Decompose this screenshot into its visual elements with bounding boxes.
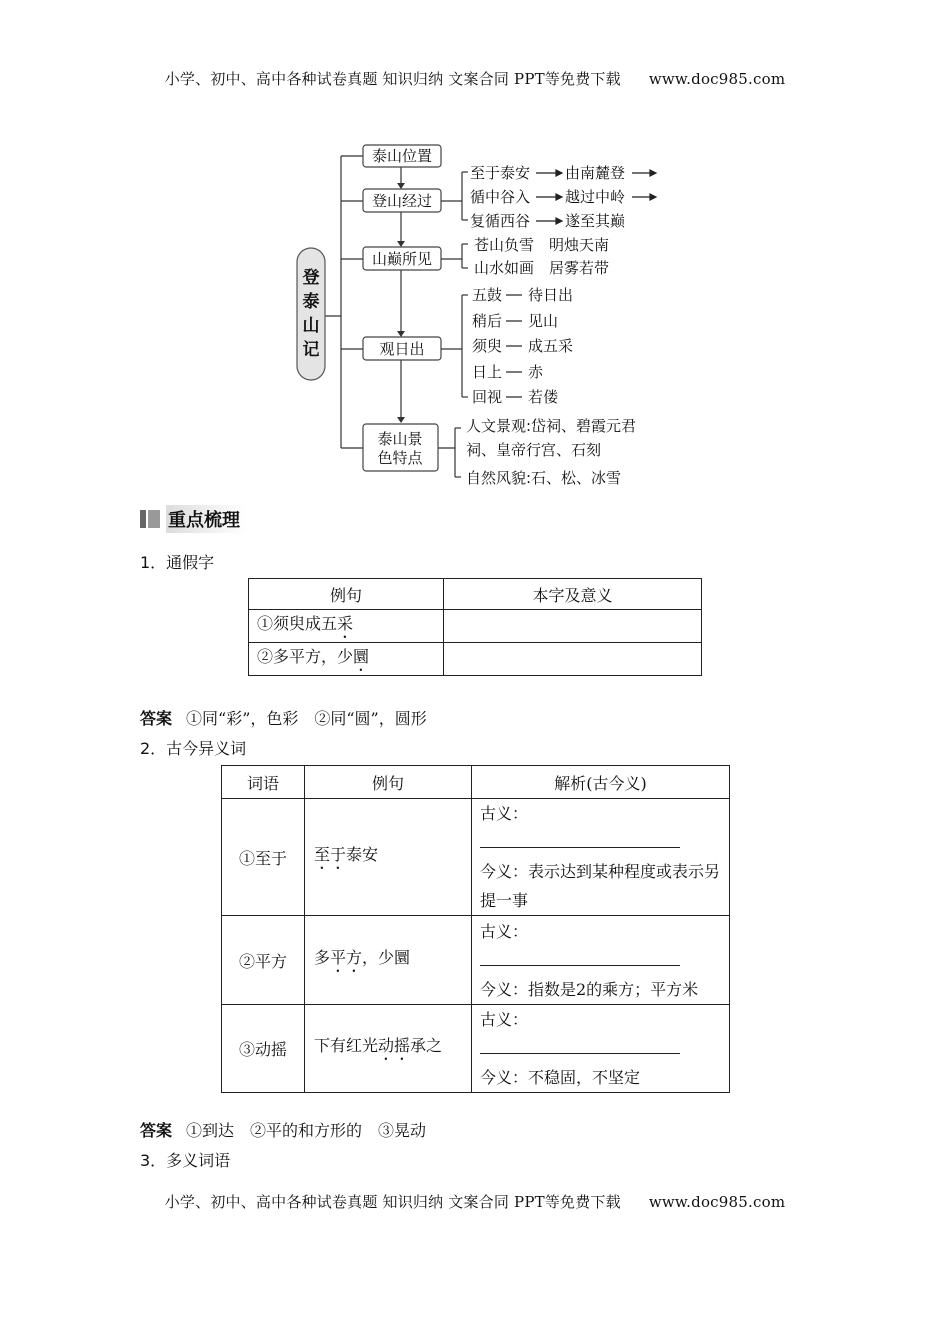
branch-label-4: 观日出 — [379, 340, 425, 358]
answer-label: 答案 — [140, 1121, 173, 1140]
s2-header-word: 词语 — [222, 766, 305, 799]
s2-answer — [140, 1118, 426, 1141]
s1-title: 1．通假字 — [140, 553, 215, 572]
route-to-1: 由南麓登 — [565, 164, 626, 182]
s2-table — [221, 765, 730, 1093]
s2-title: 2．古今异义词 — [140, 739, 247, 758]
s2-header-example: 例句 — [305, 766, 472, 799]
s3-title: 3．多义词语 — [140, 1151, 231, 1170]
sunrise-desc-4: 赤 — [528, 363, 544, 381]
header-url: www.doc985.com — [648, 70, 786, 88]
s1-row2-example: ②多平方，少圜 — [249, 643, 444, 676]
sunrise-time-4: 日上 — [472, 363, 503, 381]
mind-map-diagram — [0, 0, 950, 500]
route-from-3: 复循西谷 — [470, 212, 531, 230]
s1-row1-answer-cell — [444, 610, 702, 643]
route-to-3: 遂至其巅 — [565, 212, 626, 230]
answer-blank — [480, 951, 680, 966]
root-char-1: 登 — [302, 268, 320, 288]
branch-label-2: 登山经过 — [371, 192, 433, 210]
footer-url: www.doc985.com — [648, 1193, 786, 1211]
branch-label-5b: 色特点 — [377, 449, 423, 467]
gu-label: 古义： — [480, 921, 529, 941]
sunrise-time-1: 五鼓 — [472, 286, 503, 304]
route-to-2: 越过中岭 — [565, 188, 626, 206]
table-row — [222, 916, 730, 1005]
summit-view-2: 山水如画 居雾若带 — [474, 259, 610, 277]
jin-meaning: 今义：表示达到某种程度或表示另提一事 — [480, 862, 721, 910]
s1-table — [248, 578, 702, 676]
section-title — [140, 506, 246, 532]
s1-header-meaning: 本字及意义 — [444, 579, 702, 610]
page-footer — [0, 1191, 950, 1212]
sunrise-desc-5: 若偻 — [528, 388, 559, 406]
s2-row1-analysis — [472, 799, 730, 916]
gu-label: 古义： — [480, 1010, 529, 1029]
sunrise-time-5: 回视 — [472, 388, 503, 406]
footer-text: 小学、初中、高中各种试卷真题 知识归纳 文案合同 PPT等免费下载 — [164, 1193, 621, 1211]
s1-row1-example: ①须臾成五采 — [249, 610, 444, 643]
jin-meaning: 今义：不稳固，不坚定 — [480, 1068, 641, 1087]
table-row — [222, 1005, 730, 1093]
section-title-text: 重点梳理 — [166, 505, 246, 533]
gu-label: 古义： — [480, 804, 529, 823]
s1-header-example: 例句 — [249, 579, 444, 610]
s2-row2-word: ②平方 — [222, 916, 305, 1005]
sunrise-desc-3: 成五采 — [528, 337, 574, 355]
s2-row3-word: ③动摇 — [222, 1005, 305, 1093]
root-char-2: 泰 — [302, 292, 320, 312]
s2-row1-example: 至于泰安 — [305, 799, 472, 916]
s2-row1-word: ①至于 — [222, 799, 305, 916]
route-from-2: 循中谷入 — [470, 188, 531, 206]
answer-blank — [480, 1039, 680, 1054]
table-row — [249, 610, 702, 643]
route-from-1: 至于泰安 — [470, 164, 531, 182]
branch-label-3: 山巅所见 — [371, 250, 433, 268]
table-header-row — [249, 579, 702, 610]
section-marker-icon — [140, 510, 160, 528]
emphasis-char: 采 — [337, 613, 354, 633]
sunrise-time-2: 稍后 — [472, 312, 503, 330]
table-header-row — [222, 766, 730, 799]
s1-row2-answer-cell — [444, 643, 702, 676]
jin-meaning: 今义：指数是2的乘方；平方米 — [480, 979, 699, 999]
summit-view-1: 苍山负雪 明烛天南 — [474, 236, 610, 254]
sunrise-time-3: 须臾 — [472, 337, 503, 355]
answer-text: ①同“彩”，色彩 ②同“圆”，圆形 — [186, 709, 427, 728]
feature-natural: 自然风貌:石、松、冰雪 — [466, 469, 622, 487]
answer-blank — [480, 833, 680, 848]
feature-humanistic-1: 人文景观:岱祠、碧霞元君 — [466, 417, 637, 435]
sunrise-desc-1: 待日出 — [528, 286, 574, 304]
s2-row3-example: 下有红光动摇承之 — [305, 1005, 472, 1093]
answer-text: ①到达 ②平的和方形的 ③晃动 — [186, 1121, 427, 1140]
branch-label-1: 泰山位置 — [371, 147, 433, 165]
s2-row2-example: 多平方，少圜 — [305, 916, 472, 1005]
s2-row3-analysis — [472, 1005, 730, 1093]
s1-answer — [140, 706, 427, 729]
branch-label-5a: 泰山景 — [377, 430, 423, 448]
answer-label: 答案 — [140, 709, 173, 728]
table-row — [222, 799, 730, 916]
sunrise-desc-2: 见山 — [528, 312, 559, 330]
emphasis-char: 圜 — [353, 646, 370, 666]
table-row — [249, 643, 702, 676]
s2-row2-analysis — [472, 916, 730, 1005]
feature-humanistic-2: 祠、皇帝行宫、石刻 — [466, 441, 602, 459]
root-char-3: 山 — [302, 316, 320, 336]
s2-header-analysis: 解析(古今义) — [472, 766, 730, 799]
header-text: 小学、初中、高中各种试卷真题 知识归纳 文案合同 PPT等免费下载 — [164, 70, 621, 88]
root-char-4: 记 — [302, 340, 320, 360]
